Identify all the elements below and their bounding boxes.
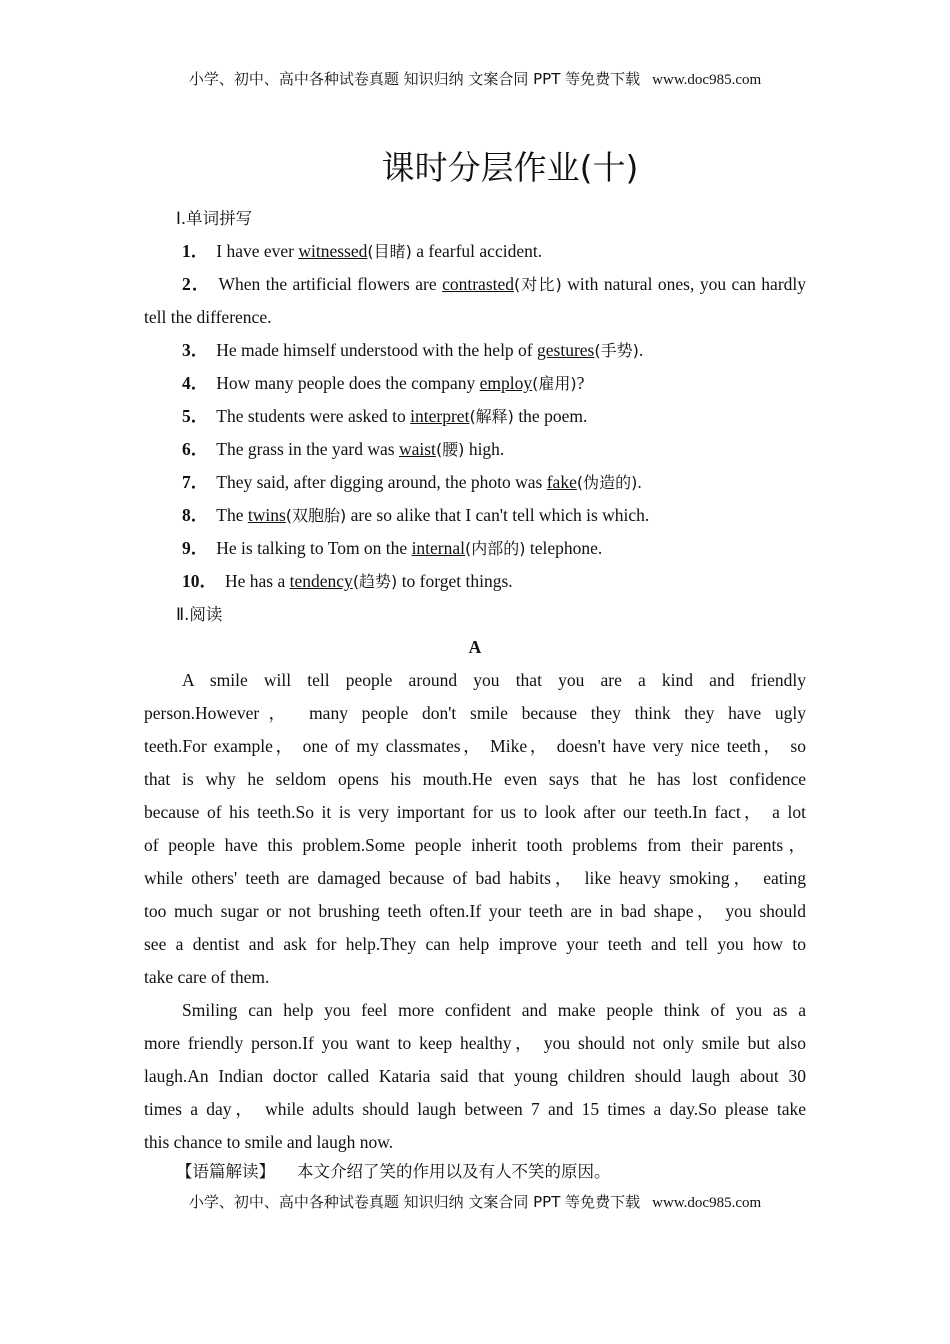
- item-number: 3．: [182, 340, 209, 360]
- item-text-after: ?: [576, 373, 585, 393]
- item-hint: (双胞胎): [285, 506, 347, 525]
- item-hint: (目睹): [367, 242, 412, 261]
- passage-line: see a dentist and ask for help.They can help improve your teeth and tell you how to: [144, 934, 806, 954]
- footer-url: www.doc985.com: [652, 1195, 762, 1211]
- section-heading-reading: Ⅱ.阅读: [176, 605, 223, 624]
- item-text-before: He is talking to Tom on the: [216, 538, 412, 558]
- item-text-after: .: [638, 340, 644, 360]
- passage-line: more friendly person.If you want to keep healthy， you should not only smile but also: [144, 1033, 806, 1053]
- passage-line: teeth.For example， one of my classmates， Mike， doesn't have very nice teeth， so: [144, 736, 806, 756]
- vocab-item: [144, 433, 806, 466]
- item-number: 10．: [182, 571, 217, 591]
- item-text-before: He made himself understood with the help of: [216, 340, 538, 360]
- item-text-after: telephone.: [525, 538, 603, 558]
- item-text-after: .: [637, 472, 642, 492]
- item-number: 1．: [182, 241, 209, 261]
- vocabulary-list: [144, 235, 806, 598]
- passage-line: because of his teeth.So it is very important for us to look after our teeth.In fact， a lot: [144, 802, 806, 822]
- item-answer: gestures: [537, 340, 595, 360]
- item-text-after: to forget things.: [397, 571, 513, 591]
- item-hint: (手势): [594, 341, 639, 360]
- item-answer: fake: [546, 472, 577, 492]
- passage-line: that is why he seldom opens his mouth.He even says that he has lost confidence: [144, 769, 806, 789]
- item-text-before: The students were asked to: [216, 406, 411, 426]
- passage-line: take care of them.: [144, 967, 270, 987]
- item-answer: contrasted: [442, 274, 515, 294]
- summary-label: 【语篇解读】: [176, 1162, 275, 1181]
- item-hint: (腰): [435, 440, 465, 459]
- vocab-item: [144, 466, 806, 499]
- page-title: 课时分层作业(十): [381, 148, 639, 187]
- item-number: 4．: [182, 373, 209, 393]
- passage-line: laugh.An Indian doctor called Kataria said that young children should laugh about 30: [144, 1066, 806, 1086]
- header-text: 小学、初中、高中各种试卷真题 知识归纳 文案合同 PPT 等免费下载: [188, 70, 641, 88]
- item-number: 2．: [182, 274, 211, 294]
- item-hint: (雇用): [532, 374, 577, 393]
- item-text-before: When the artificial flowers are: [218, 274, 443, 294]
- item-hint: (趋势): [352, 572, 398, 591]
- summary-text: 本文介绍了笑的作用以及有人不笑的原因。: [297, 1162, 611, 1181]
- content-column: [144, 202, 806, 1185]
- item-text-before: They said, after digging around, the photo was: [216, 472, 547, 492]
- item-hint: (对比): [514, 275, 562, 294]
- item-number: 9．: [182, 538, 209, 558]
- item-answer: interpret: [410, 406, 470, 426]
- item-answer: witnessed: [298, 241, 368, 261]
- vocab-item: [144, 268, 806, 334]
- vocab-item: [144, 499, 806, 532]
- item-hint: (伪造的): [576, 473, 638, 492]
- item-number: 7．: [182, 472, 209, 492]
- passage-line: A smile will tell people around you that you are a kind and friendly: [182, 670, 806, 690]
- item-text-before: The: [216, 505, 248, 525]
- item-answer: tendency: [289, 571, 353, 591]
- footer-text: 小学、初中、高中各种试卷真题 知识归纳 文案合同 PPT 等免费下载: [188, 1193, 641, 1211]
- vocab-item: [144, 565, 806, 598]
- item-text-after: high.: [464, 439, 505, 459]
- item-text-before: He has a: [225, 571, 290, 591]
- item-text-after: the poem.: [513, 406, 588, 426]
- passage-line: too much sugar or not brushing teeth often.If your teeth are in bad shape， you should: [144, 901, 806, 921]
- passage-line: while others' teeth are damaged because of bad habits， like heavy smoking， eating: [144, 868, 806, 888]
- item-text-before: I have ever: [216, 241, 299, 261]
- item-text-after: with natural ones, you can hardly tell the difference.: [144, 274, 807, 327]
- passage-heading: A: [468, 637, 482, 657]
- vocab-item: [144, 367, 806, 400]
- item-answer: waist: [398, 439, 436, 459]
- item-hint: (解释): [469, 407, 514, 426]
- header-url: www.doc985.com: [652, 72, 762, 88]
- item-text-after: a fearful accident.: [411, 241, 543, 261]
- item-text-after: are so alike that I can't tell which is which.: [346, 505, 650, 525]
- passage-line: of people have this problem.Some people inherit tooth problems from their parents，: [144, 835, 806, 855]
- item-answer: employ: [479, 373, 533, 393]
- reading-passage: [144, 664, 806, 1159]
- passage-line: person.However， many people don't smile because they think they have ugly: [144, 703, 806, 723]
- passage-line: times a day， while adults should laugh between 7 and 15 times a day.So please take: [144, 1099, 806, 1119]
- page-header: [0, 68, 950, 89]
- item-answer: internal: [411, 538, 466, 558]
- item-number: 6．: [182, 439, 209, 459]
- item-text-before: How many people does the company: [216, 373, 480, 393]
- page-footer: [0, 1191, 950, 1212]
- vocab-item: [144, 400, 806, 433]
- passage-line: this chance to smile and laugh now.: [144, 1132, 394, 1152]
- section-heading-vocabulary: Ⅰ.单词拼写: [176, 209, 253, 228]
- vocab-item: [144, 532, 806, 565]
- item-number: 8．: [182, 505, 209, 525]
- item-answer: twins: [247, 505, 286, 525]
- vocab-item: [144, 235, 806, 268]
- passage-summary: [144, 1159, 806, 1185]
- passage-line: Smiling can help you feel more confident and make people think of you as a: [182, 1000, 806, 1020]
- item-text-before: The grass in the yard was: [216, 439, 399, 459]
- item-hint: (内部的): [465, 539, 526, 558]
- vocab-item: [144, 334, 806, 367]
- item-number: 5．: [182, 406, 209, 426]
